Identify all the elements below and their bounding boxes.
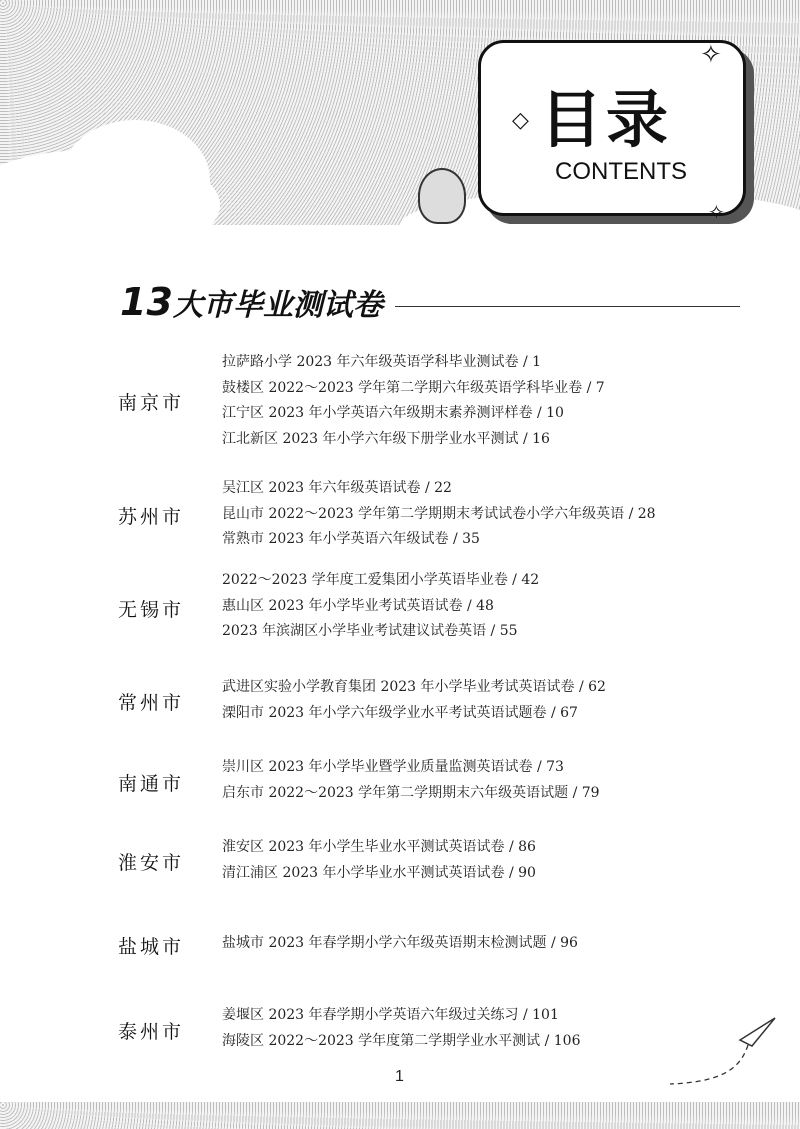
toc-group [222, 1003, 581, 1054]
toc-entry[interactable]: 常熟市 2023 年小学英语六年级试卷 / 35 [222, 531, 480, 547]
page-title: 目录 [540, 83, 673, 156]
sparkle-icon: ✧ [708, 200, 725, 224]
city-label: 泰州市 [118, 1021, 185, 1043]
toc-group [222, 568, 539, 645]
toc-entry[interactable]: 启东市 2022～2023 学年第二学期期末六年级英语试题 / 79 [222, 784, 600, 801]
city-label: 淮安市 [118, 852, 185, 874]
toc-entry[interactable]: 2022～2023 学年度工爱集团小学英语毕业卷 / 42 [222, 572, 540, 588]
toc-group [222, 835, 536, 886]
toc-entry[interactable]: 海陵区 2022～2023 学年度第二学期学业水平测试 / 106 [222, 1032, 581, 1049]
section-divider [395, 306, 740, 307]
toc-group [222, 350, 605, 452]
city-label: 无锡市 [118, 599, 185, 621]
toc-entry[interactable]: 淮安区 2023 年小学生毕业水平测试英语试卷 / 86 [222, 839, 536, 855]
city-label: 常州市 [118, 692, 185, 714]
city-label: 苏州市 [118, 506, 185, 528]
toc-entry[interactable]: 武进区实验小学教育集团 2023 年小学毕业考试英语试卷 / 62 [222, 679, 606, 695]
toc-group [222, 476, 656, 553]
toc-group [222, 755, 600, 806]
toc-entry[interactable]: 盐城市 2023 年春学期小学六年级英语期末检测试题 / 96 [222, 935, 578, 951]
toc-entry[interactable]: 昆山市 2022～2023 学年第二学期期末考试试卷小学六年级英语 / 28 [222, 505, 656, 522]
toc-entry[interactable]: 崇川区 2023 年小学毕业暨学业质量监测英语试卷 / 73 [222, 759, 564, 775]
page-number: 1 [395, 1068, 404, 1085]
toc-entry[interactable]: 江北新区 2023 年小学六年级下册学业水平测试 / 16 [222, 430, 550, 447]
section-number: 13 [120, 280, 173, 324]
toc-entry[interactable]: 惠山区 2023 年小学毕业考试英语试卷 / 48 [222, 597, 494, 614]
toc-group [222, 931, 578, 957]
footer-background [0, 1102, 800, 1129]
character-illustration [418, 168, 466, 224]
toc-entry[interactable]: 清江浦区 2023 年小学毕业水平测试英语试卷 / 90 [222, 864, 536, 881]
page-subtitle: CONTENTS [555, 158, 687, 185]
toc-entry[interactable]: 姜堰区 2023 年春学期小学英语六年级过关练习 / 101 [222, 1007, 559, 1023]
city-label: 盐城市 [118, 936, 185, 958]
toc-entry[interactable]: 溧阳市 2023 年小学六年级学业水平考试英语试题卷 / 67 [222, 704, 578, 721]
toc-entry[interactable]: 2023 年滨湖区小学毕业考试建议试卷英语 / 55 [222, 623, 518, 639]
toc-group [222, 675, 606, 726]
city-label: 南京市 [118, 392, 185, 414]
cloud-decoration [60, 120, 210, 240]
toc-entry[interactable]: 拉萨路小学 2023 年六年级英语学科毕业测试卷 / 1 [222, 354, 542, 370]
paper-plane-icon [650, 1000, 780, 1110]
toc-entry[interactable]: 吴江区 2023 年六年级英语试卷 / 22 [222, 480, 452, 496]
section-title-text: 大市毕业测试卷 [172, 288, 383, 323]
sparkle-icon: ✧ [700, 40, 722, 70]
sparkle-icon: ◇ [512, 108, 529, 133]
toc-entry[interactable]: 江宁区 2023 年小学英语六年级期末素养测评样卷 / 10 [222, 405, 564, 421]
city-label: 南通市 [118, 773, 185, 795]
toc-entry[interactable]: 鼓楼区 2022～2023 学年第二学期六年级英语学科毕业卷 / 7 [222, 379, 605, 396]
section-heading [120, 280, 383, 324]
